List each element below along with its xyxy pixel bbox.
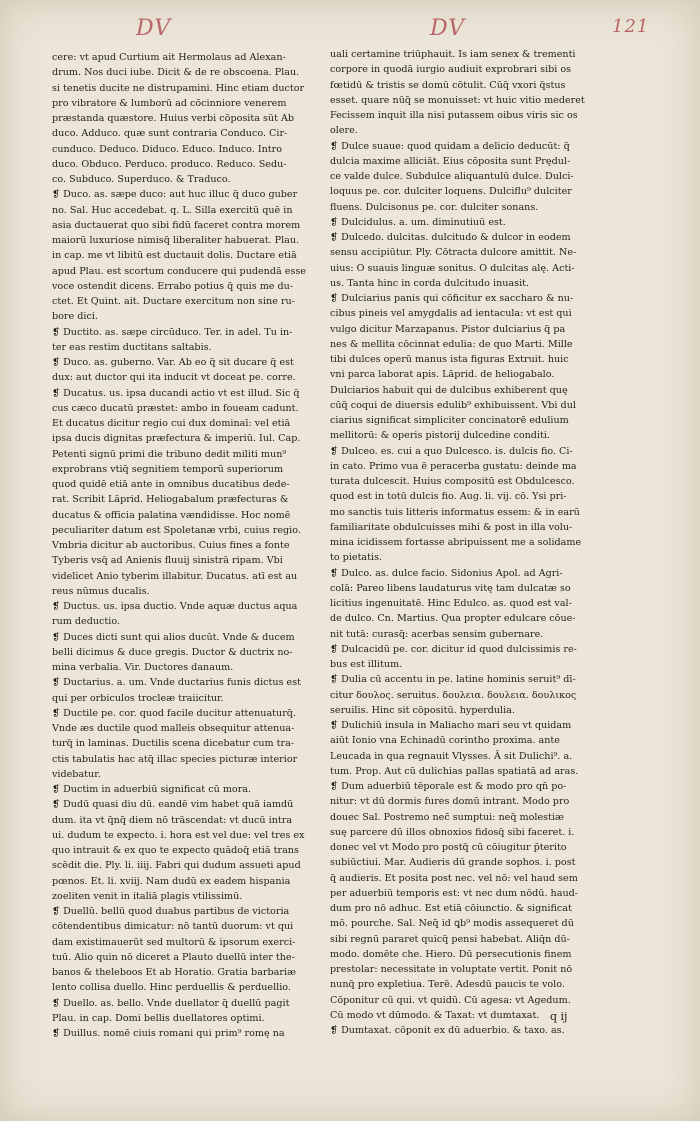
text-line: colā: Pareo libens laudaturus vitę tam dulcatæ so [330,582,571,594]
text-line: drum. Nos duci iube. Dicit & de re obscoena. Plau. [52,67,300,79]
text-line: ❡ Ducatus. us. ipsa ducandi actio vt est illud. Sic q̃ [52,387,300,399]
text-line: vulgo dicitur Marzapanus. Pistor dulciarius q̃ pa [330,323,566,335]
text-line: suę parcere dū illos obnoxios fidosq̃ sibi faceret. i. [330,826,575,838]
text-line: asia ductauerat quo sibi fidū faceret contra morem [52,219,301,231]
text-line: reus nūmus ducalis. [52,585,150,597]
text-line: scēdit die. Ply. li. iiij. Fabri qui dudum assueti apud [52,860,301,872]
text-line: Vnde æs ductile quod malleis obsequitur attenua- [52,723,295,734]
text-line: dum. ita vt q̃nq̃ diem nō trāscendat: vt ducū intra [52,814,293,826]
text-line: donec vel vt Modo pro postq̃ cū cōiugitur p̄terito [330,842,567,853]
text-line: ❡ Ductile pe. cor. quod facile ducitur attenuaturq̃. [52,707,296,719]
text-line: aiūt Ionio vna Echinadū corintho proxima. ante [330,735,560,747]
text-line: dum pro nō adhuc. Est etiā cōiunctio. & significat [330,903,572,914]
text-line: per aduerbiū temporis est: vt nec dum nōdū. haud- [330,887,579,899]
text-line: subiūctiui. Mar. Audieris dū grande sophos. i. post [330,857,576,869]
text-line: quod quidē etiā ante in omnibus ducatibus dede- [52,479,290,490]
text-line: modo. domēte che. Hiero. Dū persecutionis finem [330,948,572,960]
text-line: Dulciarios habuit qui de dulcibus exhiberent quę [330,384,568,396]
text-line: Tyberis vsq̃ ad Anienis fluuij sinistrā ripam. Vbi [52,555,283,567]
text-line: uius: O suauis linguæ sonitus. O dulcitas alę. Acti- [330,262,575,274]
text-line: ❡ Dumtaxat. cōponit ex dū aduerbio. & taxo. as. [330,1025,565,1036]
text-line: co. Subduco. Superduco. & Traduco. [52,174,231,185]
text-line: si tenetis ducite ne distrupamini. Hinc etiam ductor [52,82,305,94]
text-line: ❡ Dulia cū accentu in pe. latine hominis seruit⁹ dī- [330,674,576,686]
text-line: loquus pe. cor. dulciter loquens. Dulciflu⁹ dulciter [330,186,572,198]
text-line: esset. quare nūq̃ se monuisset: vt huic vitio mederet [330,94,585,106]
text-line: douec Sal. Postremo nec̄ sumptui: neq̄ molestiæ [330,811,564,823]
text-line: rum deductio. [52,616,121,628]
folio-number: 121 [612,16,650,37]
text-line: ❡ Dulichiū insula in Maliacho mari seu vt quidam [330,720,572,731]
text-line: Cū modo vt dūmodo. & Taxat: vt dumtaxat. [330,1009,540,1021]
text-line: bore dici. [52,311,98,323]
text-line: ❡ Dulciarius panis qui cōficitur ex saccharo & nu- [330,293,574,304]
text-line: q̃ audieris. Et posita post nec. vel nō: vel haud sem [330,872,578,884]
text-line: quo intrauit & ex quo te expecto quādoq̃ etiā trans [52,845,299,856]
text-line: ter eas restim ductitans saltabis. [52,341,212,353]
text-line: pœnos. Et. li. xviij. Nam dudū ex eadem hispania [52,875,291,887]
text-line: ❡ Dulce suaue: quod quidam a delicio deducūt: q̃ [330,140,570,152]
text-line: belli dicimus & duce gregis. Ductor & ductrix no- [52,646,293,658]
text-line: ctet. Et Quint. ait. Ductare exercitum non sine ru- [52,296,295,307]
text-line: ui. dudum te expecto. i. hora est vel due: vel tres ex [52,829,305,841]
text-line: ❡ Dulcedo. dulcitas. dulcitudo & dulcor in eodem [330,232,571,243]
text-line: tum. Prop. Aut cū dulichias pallas spatiatā ad aras. [330,765,579,777]
text-line: banos & theleboos Et ab Horatio. Gratia barbariæ [52,967,297,978]
text-line: bus est illitum. [330,659,403,670]
text-line: mina verbalia. Vir. Ductores danaum. [52,662,234,673]
text-line: in cato. Primo vua ē peracerba gustatu: deinde ma [330,460,577,472]
text-line: ❡ Duco. as. sæpe duco: aut huc illuc q̃ duco guber [52,189,298,201]
text-line: ciarius significat simpliciter concinatorē edulium [330,415,569,426]
text-line: peculiariter datum est Spoletanæ vrbi, cuius regio. [52,524,301,536]
text-line: ❡ Dulcidulus. a. um. diminutiuū est. [330,216,506,228]
running-head-left: DV [136,16,172,41]
text-line: turq̃ in laminas. Ductilis scena dicebatur cum tra- [52,738,295,750]
text-line: us. Tanta hinc in corda dulcitudo inuasit. [330,277,530,289]
text-line: nunq̃ pro expletiua. Terē. Adesdū paucis te volo. [330,979,565,991]
text-line: mo sanctis tuis litteris informatus essem: & in earū [330,506,580,518]
text-line: corpore in quodā iurgio audiuit exprobrari sibi os [330,64,572,76]
text-line: zoeliten venit in italiā plagis vtilissimū. [52,890,243,902]
left-text-column [52,50,360,1041]
text-line: Et ducatus dicitur regio cui dux dominaī: vel etiā [52,418,291,429]
text-line: videlicet Anio tyberim illabitur. Ducatus. atī est au [52,570,298,582]
text-line: ❡ Duellū. bellū quod duabus partibus de victoria [52,906,290,917]
text-line: Cōponitur cū qui. vt quidū. Cū agesa: vt Agedum. [330,994,571,1006]
text-line: to pietatis. [330,552,383,564]
text-line: ❡ Dulceo. es. cui a quo Dulcesco. is. dulcis fio. Ci- [330,445,573,457]
text-line: familiaritate obdulcuisses mihi & post in illa volu- [330,521,573,533]
text-line: ❡ Ductus. us. ipsa ductio. Vnde aquæ ductus aqua [52,601,298,612]
running-head-right: DV [430,16,466,41]
text-line: no. Sal. Huc accedebat. q. L. Silla exercitū quē in [52,204,293,216]
text-line: dux: aut ductor qui ita inducit vt doceat pe. corre. [52,372,296,384]
text-line: nes & mellita cōcinnat edulia: de quo Marti. Mille [330,338,573,350]
text-line: qui per orbiculos trocleæ traiicitur. [52,692,224,704]
text-line: tibi dulces operū manus ista figuras Extruit. huic [330,354,569,365]
text-line: voce ostendit dicens. Errabo potius q̃ quis me du- [52,280,294,292]
text-line: exprobrans vtiq̃ segnitiem temporū superiorum [52,463,284,475]
text-line: cūq̃ coqui de diuersis edulib⁹ exhibuissent. Vbi dul [330,399,576,411]
text-line: nit tutā: curasq̃: acerbas sensim gubernare. [330,628,544,640]
text-line: ❡ Dum aduerbiū tēporale est & modo pro qn̄ po- [330,781,567,792]
text-line: tuū. Alio quin nō diceret a Plauto duellū inter the- [52,951,295,963]
text-line: nitur: vt dū dormis fures domū intrant. Modo pro [330,796,570,808]
text-line: Petenti signū primi die tribuno dedit militi mun⁹ [52,448,287,460]
text-line: mellitorū: & operis pistorij dulcedine conditi. [330,430,550,442]
text-line: cunduco. Deduco. Diduco. Educo. Induco. Intro [52,143,283,155]
text-line: ❡ Ductito. as. sæpe circūduco. Ter. in adel. Tu in- [52,326,293,338]
text-line: Fecissem inquit illa nisi putassem oibus viris sic os [330,110,578,121]
text-line: Vmbria dicitur ab auctoribus. Cuius fines a fonte [52,540,290,551]
text-line: præstanda quæstore. Huius verbi cōposita sūt Ab [52,113,295,124]
text-line: dam existimauerūt sed multorū & ipsorum exerci- [52,936,296,948]
text-line: ❡ Duillus. nomē ciuis romani qui prim⁹ romę na [52,1028,285,1039]
text-line: turata dulcescit. Huius compositū est Obdulcesco. [330,476,575,487]
text-line: cōtendentibus dimicatur: nō tantū duorum: vt qui [52,921,294,933]
text-line: cus cæco ducatū præstet: ambo in foueam cadunt. [52,402,299,414]
text-line: ❡ Dudū quasi diu dū. eandē vim habet quā iamdū [52,799,294,811]
text-line: duco. Obduco. Perduco. produco. Reduco. Sedu- [52,158,287,170]
text-line: maiorū luxuriose nimisq̃ liberaliter habuerat. Plau. [52,235,300,246]
text-line: ❡ Ductarius. a. um. Vnde ductarius funis dictus est [52,677,302,689]
text-line: ce valde dulce. Subdulce aliquantulū dulce. Dulci- [330,171,574,182]
text-line: ❡ Dulco. as. dulce facio. Sidonius Apol. ad Agri- [330,567,563,579]
text-line: ducatus & officia palatina vændidisse. Hoc nomē [52,509,291,521]
text-line: ❡ Duello. as. bello. Vnde duellator q̃ duellū pagit [52,997,290,1009]
right-text-column [330,47,638,1038]
text-line: mō. pourche. Sal. Neq̄ id ꝗb⁹ modis assequeret dū [330,918,574,930]
text-line: cibus pineis vel amygdalis ad ientacula: vt est qui [330,308,572,320]
text-line: vni parca laborat apis. Lāprid. de heliogabalo. [330,369,555,381]
text-line: apud Plau. est scortum conducere qui pudendā esse [52,265,306,277]
text-line: mina icidissem fortasse abripuissent me a solidame [330,537,582,548]
text-line: ctis tabulatis hac atq̃ illac species picturæ interior [52,753,298,765]
text-line: cere: vt apud Curtium ait Hermolaus ad Alexan- [52,52,286,63]
text-line: sibi regnū pararet quicq̃ pensi habebat. Aliq̄n dū- [330,933,570,945]
text-line: de dulco. Cn. Martius. Qua propter edulcare cōue- [330,613,576,625]
text-line: uali certamine triūphauit. Is iam senex & trementi [330,49,576,60]
text-line: olere. [330,125,358,137]
text-line: dulcia maxime alliciāt. Eius cōposita sunt Prędul- [330,155,571,167]
text-line: ❡ Duces dicti sunt qui alios ducūt. Vnde & ducem [52,631,295,643]
signature-mark: q ij [550,1010,568,1023]
text-line: seruilis. Hinc sit cōpositū. hyperdulia. [330,704,515,716]
text-line: prestolar: necessitate in voluptate vertit. Ponit nō [330,964,573,975]
text-line: ❡ Duco. as. guberno. Var. Ab eo q̃ sit ducare q̃ est [52,357,294,368]
text-line: lento collisa duello. Hinc perduellis & perduellio. [52,982,291,994]
text-line: citur δουλος. seruitus. δουλεια. δουλεια. δουλικος [330,689,577,701]
text-line: rat. Scribit Lāprid. Heliogabalum præfecturas & [52,494,289,506]
text-line: fœtidū & tristis se domū cōtulit. Cūq̃ vxori q̃stus [330,79,566,91]
text-line: ❡ Ductim in aduerbiū significat cū mora. [52,784,252,795]
text-line: Plau. in cap. Domi bellis duellatores optimi. [52,1012,265,1024]
text-line: Leucada in qua regnauit Vlysses. Ā sit Dulichi⁹. a. [330,750,573,762]
text-line: in cap. me vt libitū est ductauit dolis. Ductare etiā [52,250,297,262]
text-line: videbatur. [52,768,101,780]
text-line: ❡ Dulcacidū pe. cor. dicitur id quod dulcissimis re- [330,643,577,655]
text-line: ipsa ducis dignitas præfectura & imperiū. Iul. Cap. [52,433,301,445]
text-line: licitius ingenuitatē. Hinc Edulco. as. quod est val- [330,598,572,609]
text-line: duco. Adduco. quæ sunt contraria Conduco. Cir- [52,128,288,140]
text-line: sensu accipiūtur. Ply. Cōtracta dulcore amittit. Ne- [330,247,577,259]
text-line: fluens. Dulcisonus pe. cor. dulciter sonans. [330,201,539,213]
text-line: pro vibratore & lumborū ad cōcinniore venerem [52,97,287,109]
text-line: quod est in totū dulcis fio. Aug. li. vij. cō. Ysi pri- [330,491,567,503]
